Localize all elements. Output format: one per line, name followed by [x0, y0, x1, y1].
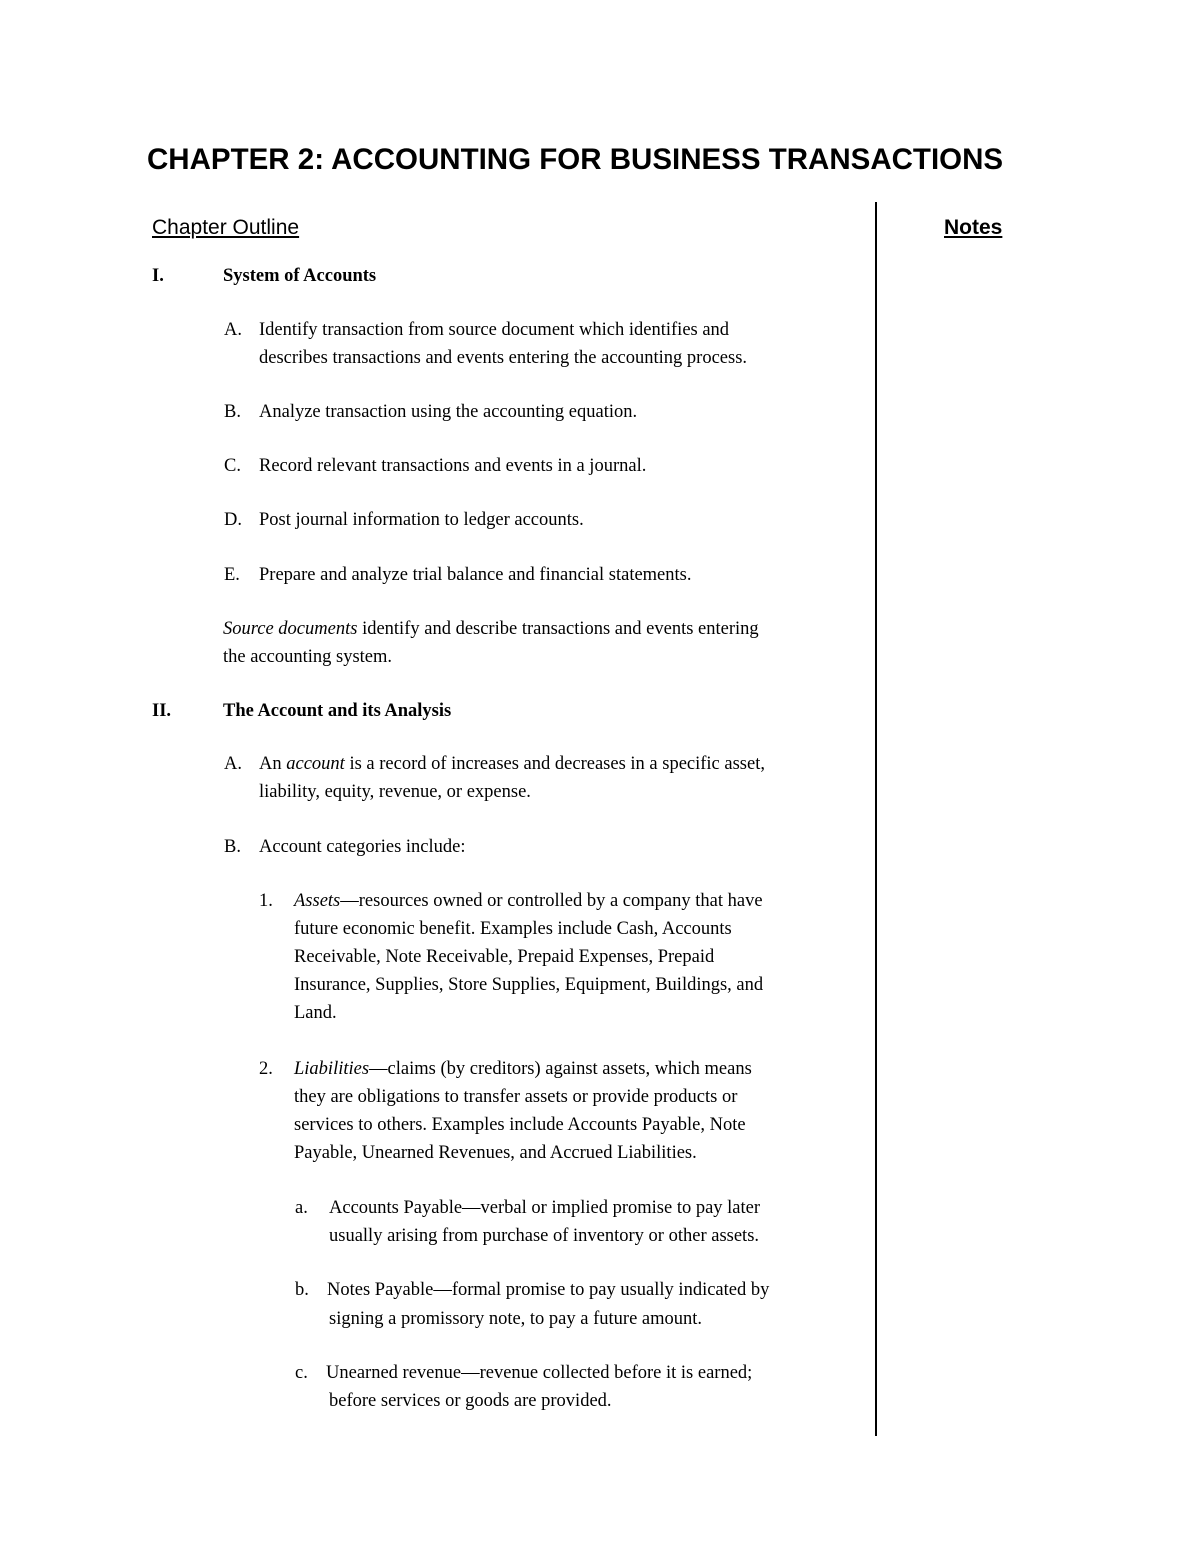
list-number: 2.: [259, 1059, 273, 1079]
sub-item-text: before services or goods are provided.: [329, 1391, 612, 1411]
item-text: Analyze transaction using the accounting equation.: [259, 402, 638, 422]
section-heading: The Account and its Analysis: [223, 701, 452, 721]
item-text: liability, equity, revenue, or expense.: [259, 782, 531, 802]
liabilities-term: Liabilities: [294, 1059, 370, 1079]
item-text: Prepare and analyze trial balance and financial statements.: [259, 565, 692, 585]
liabilities-definition: [294, 1055, 752, 1083]
item-text: Record relevant transactions and events in a journal.: [259, 456, 647, 476]
sub-letter: c.: [295, 1363, 308, 1383]
column-divider: [875, 202, 877, 1436]
source-documents-paragraph: [223, 615, 759, 643]
section-numeral: II.: [152, 701, 172, 721]
item-letter: A.: [224, 754, 242, 774]
sub-item-text: Unearned revenue—revenue collected before it is earned;: [326, 1363, 753, 1383]
item-text: Identify transaction from source document which identifies and: [259, 320, 730, 340]
item-letter: B.: [224, 837, 241, 857]
notes-heading: Notes: [944, 216, 1003, 239]
assets-term: Assets: [294, 891, 341, 911]
account-term: account: [286, 754, 345, 774]
liabilities-text: —claims (by creditors) against assets, which means: [369, 1059, 752, 1079]
account-post: is a record of increases and decreases in a specific asset,: [344, 754, 765, 774]
source-documents-text: identify and describe transactions and events entering: [357, 619, 759, 639]
section-heading: System of Accounts: [223, 266, 377, 286]
item-text: describes transactions and events entering the accounting process.: [259, 348, 748, 368]
sub-item-text: Accounts Payable—verbal or implied promise to pay later: [329, 1198, 761, 1218]
section-numeral: I.: [152, 266, 164, 286]
sub-item-text: Notes Payable—formal promise to pay usually indicated by: [327, 1280, 770, 1300]
item-letter: B.: [224, 402, 241, 422]
sub-item-text: usually arising from purchase of inventory or other assets.: [329, 1226, 760, 1246]
sub-letter: a.: [295, 1198, 308, 1218]
assets-text: —resources owned or controlled by a company that have: [340, 891, 763, 911]
account-definition: [259, 750, 765, 778]
source-documents-term: Source documents: [223, 619, 358, 639]
assets-definition: [294, 887, 763, 915]
item-letter: A.: [224, 320, 242, 340]
assets-line: Receivable, Note Receivable, Prepaid Expenses, Prepaid: [294, 947, 715, 967]
liabilities-line: they are obligations to transfer assets or provide products or: [294, 1087, 738, 1107]
account-pre: An: [259, 754, 287, 774]
source-documents-line: the accounting system.: [223, 647, 393, 667]
item-letter: D.: [224, 510, 242, 530]
list-number: 1.: [259, 891, 273, 911]
liabilities-line: services to others. Examples include Accounts Payable, Note: [294, 1115, 746, 1135]
item-text: Account categories include:: [259, 837, 466, 857]
assets-line: future economic benefit. Examples include Cash, Accounts: [294, 919, 732, 939]
sub-item-text: signing a promissory note, to pay a future amount.: [329, 1309, 703, 1329]
sub-letter: b.: [295, 1280, 309, 1300]
page-title: CHAPTER 2: ACCOUNTING FOR BUSINESS TRANSACTIONS: [147, 143, 1004, 176]
item-text: Post journal information to ledger accounts.: [259, 510, 584, 530]
item-letter: C.: [224, 456, 241, 476]
item-letter: E.: [224, 565, 240, 585]
assets-line: Land.: [294, 1003, 337, 1023]
liabilities-line: Payable, Unearned Revenues, and Accrued Liabilities.: [294, 1143, 697, 1163]
chapter-outline-heading: Chapter Outline: [152, 216, 300, 239]
assets-line: Insurance, Supplies, Store Supplies, Equipment, Buildings, and: [294, 975, 764, 995]
